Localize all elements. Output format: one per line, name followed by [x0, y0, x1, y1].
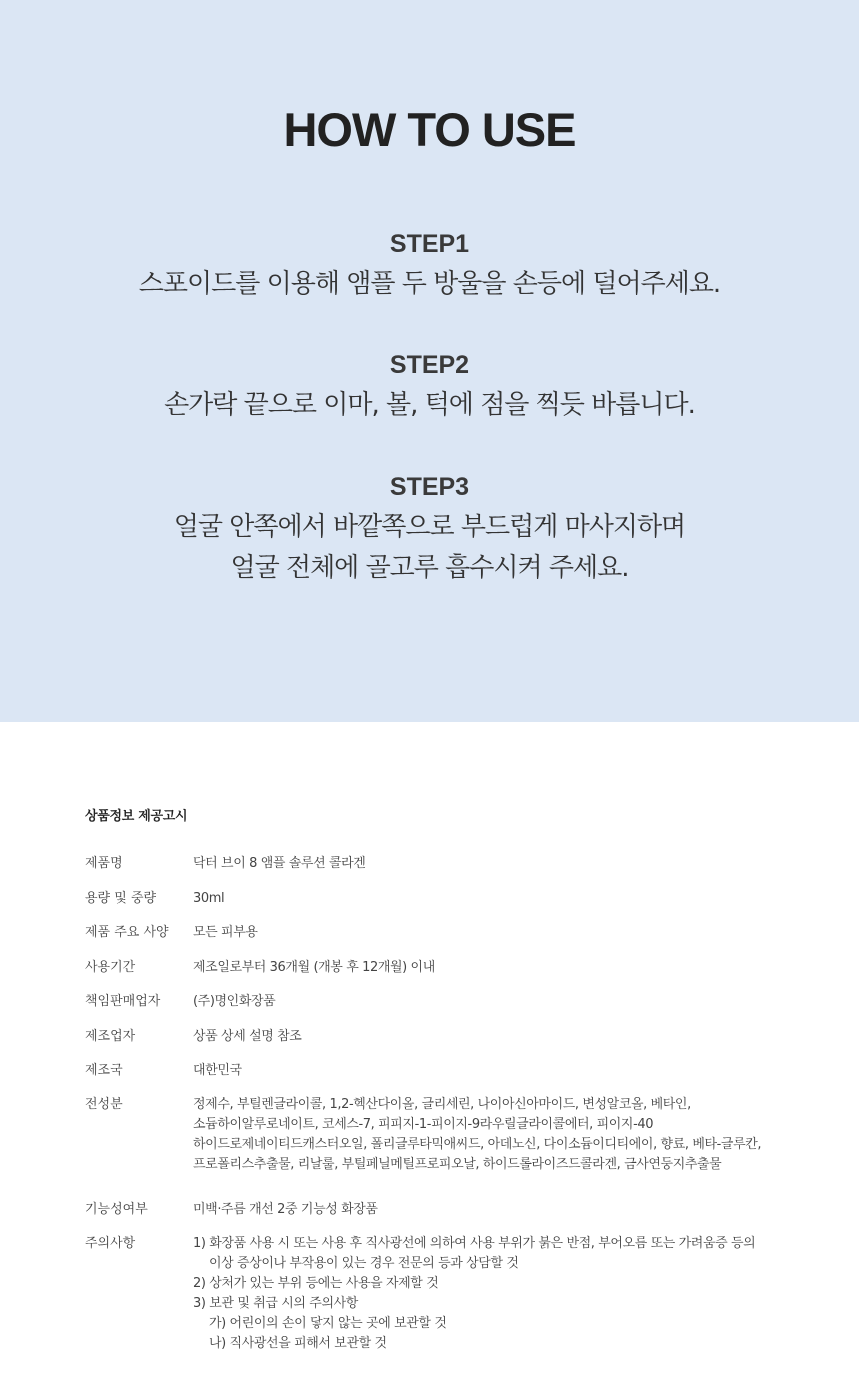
info-value-line: 닥터 브이 8 앰플 솔루션 콜라겐: [193, 856, 366, 871]
info-value: [193, 1200, 783, 1220]
info-label: [85, 854, 169, 874]
step2-line-1: 손가락 끝으로 이마, 볼, 턱에 점을 찍듯 바릅니다.: [164, 390, 695, 420]
info-value-line: 미백·주름 개선 2중 기능성 화장품: [193, 1202, 378, 1217]
info-value: [193, 958, 783, 978]
caution-line: 1) 화장품 사용 시 또는 사용 후 직사광선에 의하여 사용 부위가 붉은 반점, 부어오름 또는 가려움증 등의: [193, 1236, 756, 1251]
info-value-line: 정제수, 부틸렌글라이콜, 1,2-헥산다이올, 글리세린, 나이아신아마이드, 변성알코올, 베타인,: [193, 1097, 691, 1112]
info-value-line: 대한민국: [193, 1063, 242, 1078]
caution-line: 이상 증상이나 부작용이 있는 경우 전문의 등과 상담할 것: [209, 1256, 519, 1271]
caution-line: 2) 상처가 있는 부위 등에는 사용을 자제할 것: [193, 1276, 439, 1291]
step1-line-1: 스포이드를 이용해 앰플 두 방울을 손등에 덜어주세요.: [138, 269, 721, 299]
step1-text: [0, 264, 859, 305]
step3-text: [0, 507, 859, 589]
product-info-section: [0, 722, 859, 1377]
info-label: [85, 1200, 169, 1220]
info-label-text: 제품 주요 사양: [85, 925, 169, 940]
info-value: [193, 854, 783, 874]
how-to-use-title: HOW TO USE: [283, 103, 576, 156]
info-label-text: 제품명: [85, 856, 123, 871]
info-label: [85, 992, 169, 1012]
caution-line: 가) 어린이의 손이 닿지 않는 곳에 보관할 것: [209, 1316, 447, 1331]
info-label-text: 제조업자: [85, 1029, 136, 1044]
info-label-text: 용량 및 중량: [85, 891, 157, 906]
step3-line-2: 얼굴 전체에 골고루 흡수시켜 주세요.: [230, 553, 629, 583]
info-value-line: 30ml: [193, 891, 225, 906]
info-value: [193, 923, 783, 943]
step2-label: STEP2: [389, 351, 470, 379]
info-label-text: 사용기간: [85, 960, 136, 975]
info-value-line: (주)명인화장품: [193, 994, 276, 1009]
info-value-line: 제조일로부터 36개월 (개봉 후 12개월) 이내: [193, 960, 435, 975]
step3-line-1: 얼굴 안쪽에서 바깥쪽으로 부드럽게 마사지하며: [173, 512, 686, 542]
info-value: [193, 889, 783, 909]
caution-line: 나) 직사광선을 피해서 보관할 것: [209, 1336, 387, 1351]
info-value-line: 상품 상세 설명 참조: [193, 1029, 302, 1044]
caution-line: 3) 보관 및 취급 시의 주의사항: [193, 1296, 358, 1311]
info-label: [85, 958, 169, 978]
info-value: [193, 1027, 783, 1047]
info-label-text: 전성분: [85, 1097, 123, 1112]
info-value-line: 하이드로제네이티드캐스터오일, 폴리글루타믹애씨드, 아데노신, 다이소듐이디티에이, 향료, 베타-글루칸,: [193, 1137, 762, 1152]
info-value-line: 소듐하이알루로네이트, 코세스-7, 피피지-1-피이지-9라우릴글라이콜에터, 피이지-40: [193, 1117, 654, 1132]
info-value-line: 프로폴리스추출물, 리날룰, 부틸페닐메틸프로피오날, 하이드롤라이즈드콜라겐, 금사연둥지추출물: [193, 1157, 722, 1172]
product-info-heading: 상품정보 제공고시: [85, 809, 188, 824]
info-value: [193, 1061, 783, 1081]
info-value-line: 모든 피부용: [193, 925, 258, 940]
info-label: [85, 889, 169, 909]
info-label: [85, 923, 169, 943]
step1-label: STEP1: [389, 230, 470, 258]
info-value: [193, 1095, 783, 1175]
info-label-text: 주의사항: [85, 1236, 136, 1251]
info-label-text: 책임판매업자: [85, 994, 161, 1009]
info-label-text: 제조국: [85, 1063, 123, 1078]
info-label: [85, 1027, 169, 1047]
info-label: [85, 1095, 169, 1115]
info-label-text: 기능성여부: [85, 1202, 148, 1217]
step3-label: STEP3: [389, 473, 470, 501]
info-label: [85, 1061, 169, 1081]
info-value: [193, 1234, 783, 1354]
step2-text: [0, 385, 859, 426]
info-value: [193, 992, 783, 1012]
info-label: [85, 1234, 169, 1254]
